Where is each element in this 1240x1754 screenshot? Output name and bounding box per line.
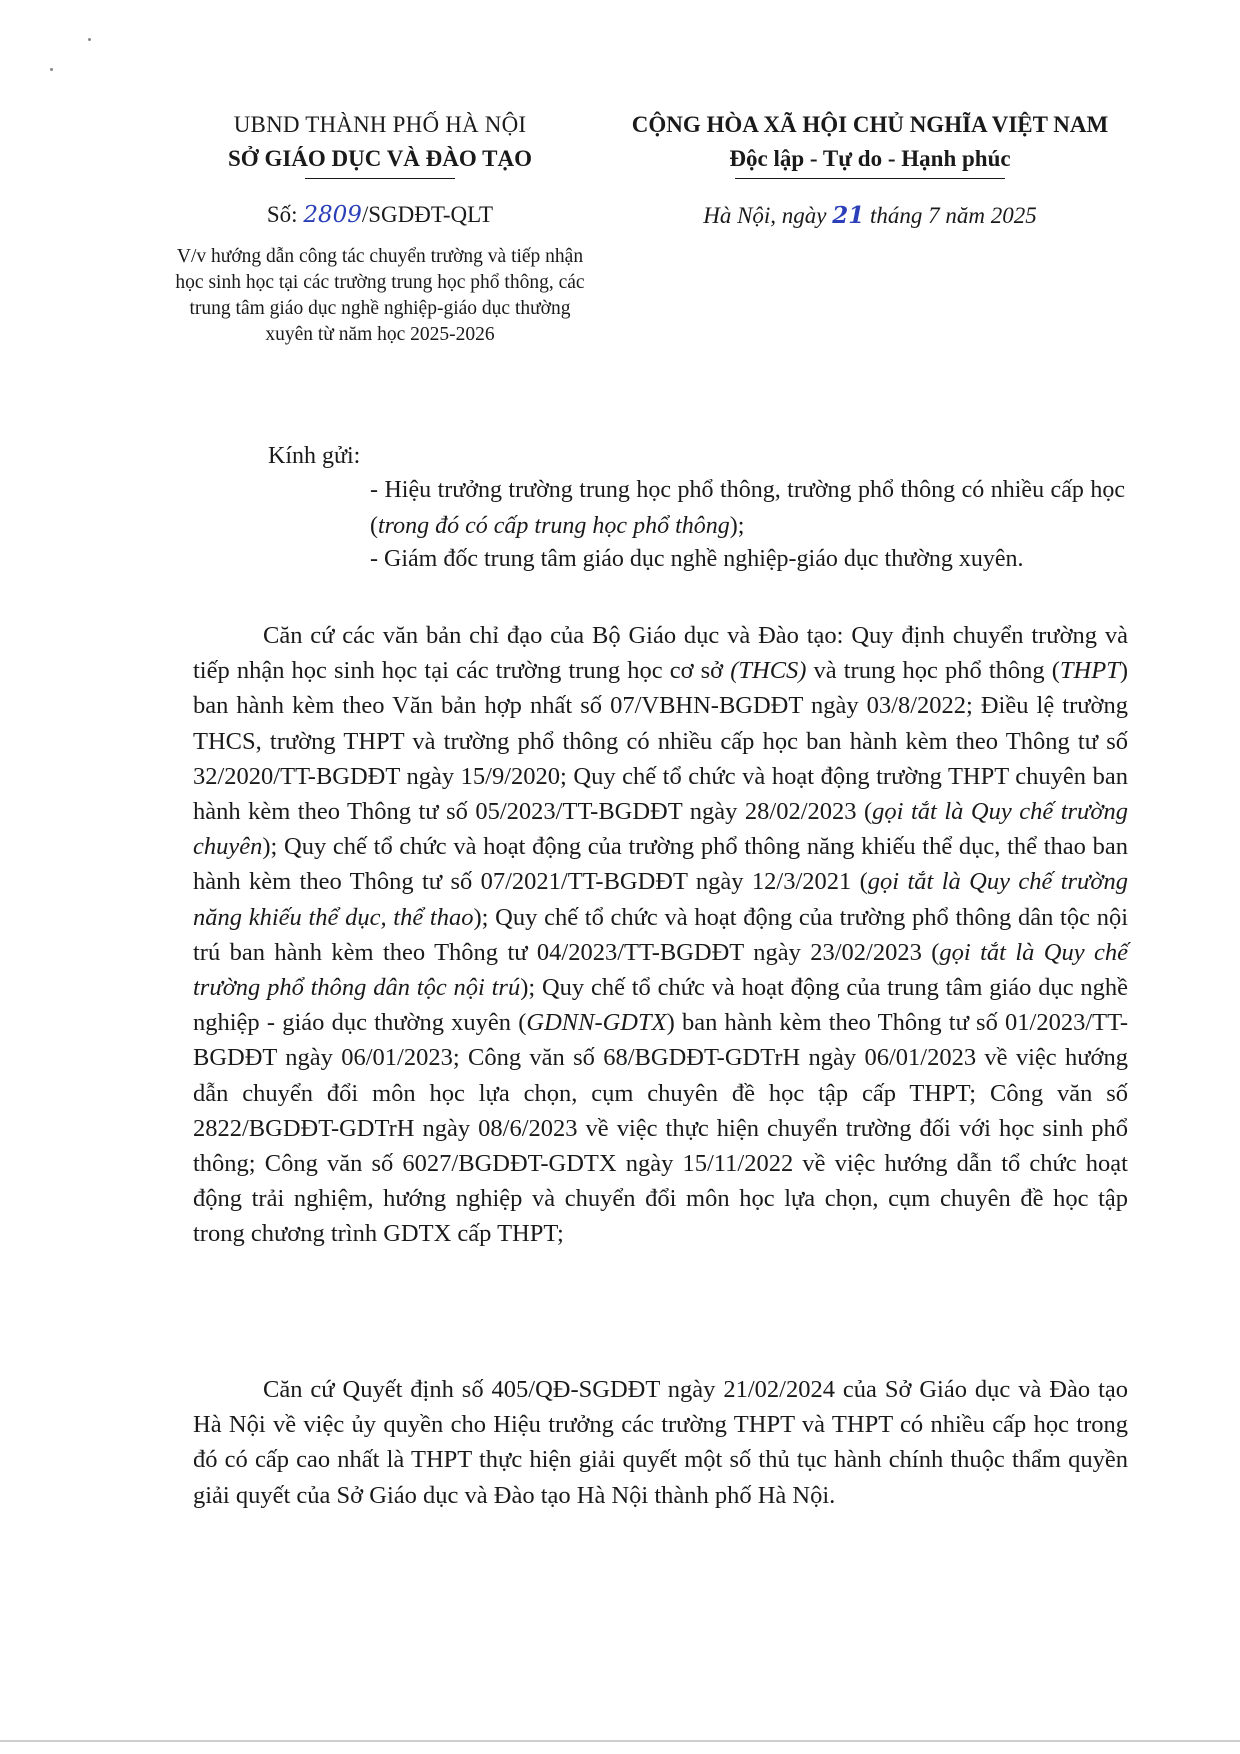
issuer-underline (305, 178, 455, 179)
body-italic: gọi tắt là Quy chế trường chuyên (193, 798, 1128, 861)
body-italic: GDNN-GDTX (526, 1009, 667, 1037)
body-paragraph: Căn cứ Quyết định số 405/QĐ-SGDĐT ngày 21/02/2024 của Sở Giáo dục và Đào tạo Hà Nội về việc ủy quyền cho Hiệu trưởng các trường THPT và THPT có nhiều cấp học trong đó có cấp cao nhất là THPT thực hiện giải quyết một số thủ tục hành chính thuộc thẩm quyền giải quyết của Sở Giáo dục và Đào tạo Hà Nội thành phố Hà Nội. (193, 1376, 1128, 1509)
body-text: ) ban hành kèm theo Văn bản hợp nhất số 07/VBHN-BGDĐT ngày 03/8/2022; Điều lệ trường THCS, trường THPT và trường phổ thông có nhiều cấp học ban hành kèm theo Thông tư số 32/2020/TT-BGDĐT ngày 15/9/2020; Quy chế tổ chức và hoạt động trường THPT chuyên ban hành kèm theo Thông tư số 05/2023/TT-BGDĐT ngày 28/02/2023 ( (193, 657, 1128, 826)
recipient-note: trong đó có cấp trung học phổ thông (378, 513, 730, 539)
date-day-handwritten: 21 (832, 202, 865, 229)
national-motto: Độc lập - Tự do - Hạnh phúc (729, 146, 1011, 171)
recipients-label: Kính gửi: (268, 443, 361, 469)
recipient-text: ); (729, 513, 745, 539)
doc-number-handwritten: 2809 (303, 202, 362, 228)
body-text: ) ban hành kèm theo Thông tư số 01/2023/TT-BGDĐT ngày 06/01/2023; Công văn số 68/BGDĐT-GDTrH ngày 06/01/2023 về việc hướng dẫn chuyển đổi môn học lựa chọn, cụm chuyên đề học tập cấp THPT; Công văn số 2822/BGDĐT-GDTrH ngày 08/6/2023 về việc thực hiện chuyển trường đối với học sinh phổ thông; Công văn số 6027/BGDĐT-GDTX ngày 15/11/2022 về việc hướng dẫn tổ chức hoạt động trải nghiệm, hướng nghiệp và chuyển đổi môn học lựa chọn, cụm chuyên đề học tập trong chương trình GDTX cấp THPT; (193, 1009, 1128, 1248)
scan-speck (88, 38, 91, 41)
body-italic: (THCS) (730, 657, 807, 685)
body-paragraph (193, 618, 1128, 1252)
nation-title: CỘNG HÒA XÃ HỘI CHỦ NGHĨA VIỆT NAM (631, 112, 1109, 137)
doc-number-suffix: /SGDĐT-QLT (361, 202, 494, 227)
recipient-text: - Hiệu trưởng trường trung học phổ thông, trường phổ thông có nhiều cấp học ( (370, 477, 1125, 539)
scan-bottom-edge (0, 1740, 1240, 1742)
recipient-item (370, 472, 1125, 544)
recipient-item: - Giám đốc trung tâm giáo dục nghề nghiệp-giáo dục thường xuyên. (370, 546, 1024, 572)
body-text: và trung học phổ thông ( (806, 657, 1060, 685)
body-italic: THPT (1059, 657, 1120, 685)
doc-number-prefix: Số: (266, 202, 304, 227)
issuer-block (160, 108, 600, 179)
scan-speck (50, 68, 53, 71)
motto-underline (735, 178, 1005, 179)
body-italic: gọi tắt là Quy chế trường phổ thông dân tộc nội trú (193, 938, 1128, 1002)
body-italic: gọi tắt là Quy chế trường năng khiếu thể dục, thể thao (193, 868, 1128, 931)
body-text: ); Quy chế tổ chức và hoạt động của trung tâm giáo dục nghề nghiệp - giáo dục thường xuyên ( (193, 974, 1128, 1037)
document-subject: V/v hướng dẫn công tác chuyển trường và tiếp nhận học sinh học tại các trường trung học phổ thông, các trung tâm giáo dục nghề nghiệp-giáo dục thường xuyên từ năm học 2025-2026 (175, 246, 585, 345)
document-number (160, 202, 600, 228)
date-suffix: tháng 7 năm 2025 (864, 203, 1037, 228)
date-line (605, 202, 1135, 229)
body-text: ); Quy chế tổ chức và hoạt động của trường phổ thông năng khiếu thể dục, thể thao ban hành kèm theo Thông tư số 07/2021/TT-BGDĐT ngày 12/3/2021 ( (193, 833, 1128, 896)
national-heading (605, 108, 1135, 179)
date-prefix: Hà Nội, ngày (703, 203, 833, 228)
body-text: Căn cứ các văn bản chỉ đạo của Bộ Giáo dục và Đào tạo: Quy định chuyển trường và tiếp nhận học sinh học tại các trường trung học cơ sở (193, 622, 1128, 685)
issuer-agency: UBND THÀNH PHỐ HÀ NỘI (233, 112, 527, 137)
issuer-department: SỞ GIÁO DỤC VÀ ĐÀO TẠO (228, 146, 532, 171)
body-text: ); Quy chế tổ chức và hoạt động của trường phổ thông dân tộc nội trú ban hành kèm theo Thông tư 04/2023/TT-BGDĐT ngày 23/02/2023 ( (193, 903, 1128, 966)
